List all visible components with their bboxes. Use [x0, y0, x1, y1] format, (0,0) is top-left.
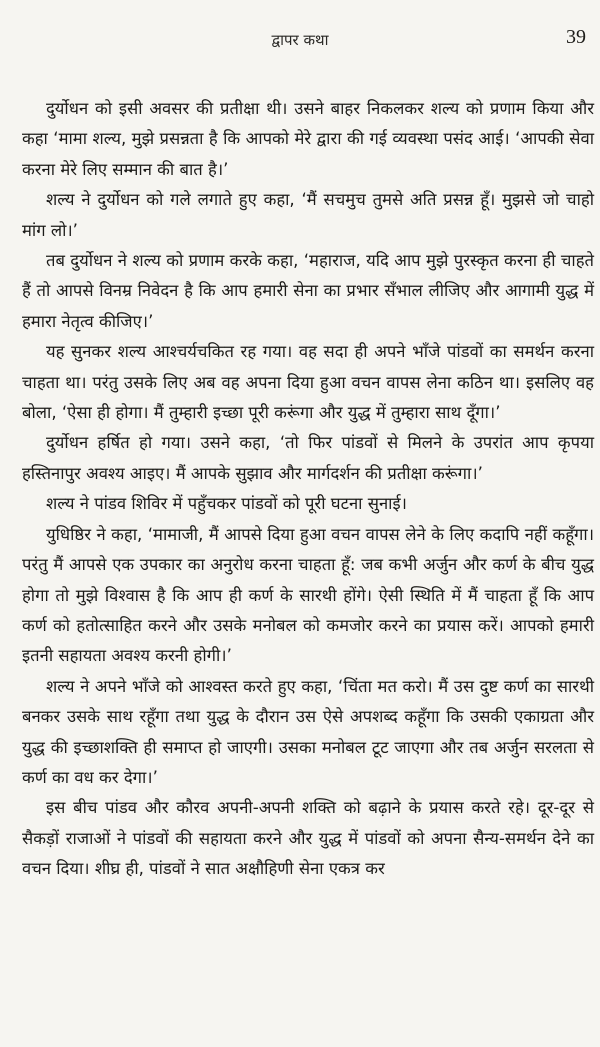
page-number: 39: [566, 26, 586, 48]
running-title: द्वापर कथा: [271, 31, 329, 49]
paragraph: दुर्योधन को इसी अवसर की प्रतीक्षा थी। उसने बाहर निकलकर शल्य को प्रणाम किया और कहा ‘मामा शल्य, मुझे प्रसन्नता है कि आपको मेरे द्वारा की गई व्यवस्था पसंद आई। ‘आपकी सेवा करना मेरे लिए सम्मान की बात है।’: [22, 99, 594, 179]
paragraph: तब दुर्योधन ने शल्य को प्रणाम करके कहा, ‘महाराज, यदि आप मुझे पुरस्कृत करना ही चाहते हैं तो आपसे विनम्र निवेदन है कि आप हमारी सेना का प्रभार सँभाल लीजिए और आगामी युद्ध में हमारा नेतृत्व कीजिए।’: [22, 251, 594, 331]
paragraph: दुर्योधन हर्षित हो गया। उसने कहा, ‘तो फिर पांडवों से मिलने के उपरांत आप कृपया हस्तिनापुर अवश्य आइए। मैं आपके सुझाव और मार्गदर्शन की प्रतीक्षा करूंगा।’: [22, 433, 594, 483]
body-text: [22, 94, 594, 885]
paragraph: शल्य ने दुर्योधन को गले लगाते हुए कहा, ‘मैं सचमुच तुमसे अति प्रसन्न हूँ। मुझसे जो चाहो मांग लो।’: [22, 190, 594, 240]
paragraph: यह सुनकर शल्य आश्चर्यचकित रह गया। वह सदा ही अपने भाँजे पांडवों का समर्थन करना चाहता था। परंतु उसके लिए अब वह अपना दिया हुआ वचन वापस लेना कठिन था। इसलिए वह बोला, ‘ऐसा ही होगा। मैं तुम्हारी इच्छा पूरी करूंगा और युद्ध में तुम्हारा साथ दूँगा।’: [22, 342, 594, 423]
paragraph: शल्य ने अपने भाँजे को आश्वस्त करते हुए कहा, ‘चिंता मत करो। मैं उस दुष्ट कर्ण का सारथी बनकर उसके साथ रहूँगा तथा युद्ध के दौरान उस ऐसे अपशब्द कहूँगा कि उसकी एकाग्रता और युद्ध की इच्छाशक्ति ही समाप्त हो जाएगी। उसका मनोबल टूट जाएगा और तब अर्जुन सरलता से कर्ण का वध कर देगा।’: [22, 676, 594, 787]
paragraph: इस बीच पांडव और कौरव अपनी-अपनी शक्ति को बढ़ाने के प्रयास करते रहे। दूर-दूर से सैकड़ों राजाओं ने पांडवों की सहायता करने और युद्ध में पांडवों को अपना सैन्य-समर्थन देने का वचन दिया। शीघ्र ही, पांडवों ने सात अक्षौहिणी सेना एकत्र कर: [22, 798, 594, 879]
paragraph: युधिष्ठिर ने कहा, ‘मामाजी, मैं आपसे दिया हुआ वचन वापस लेने के लिए कदापि नहीं कहूँगा। परंतु मैं आपसे एक उपकार का अनुरोध करना चाहता हूँ: जब कभी अर्जुन और कर्ण के बीच युद्ध होगा तो मुझे विश्वास है कि आप ही कर्ण के सारथी होंगे। ऐसी स्थिति में मैं चाहता हूँ कि आप कर्ण को हतोत्साहित करने और उसके मनोबल को कमजोर करने का प्रयास करें। आपको हमारी इतनी सहायता अवश्य करनी होगी।’: [22, 524, 594, 666]
paragraph: शल्य ने पांडव शिविर में पहुँचकर पांडवों को पूरी घटना सुनाई।: [46, 494, 407, 514]
